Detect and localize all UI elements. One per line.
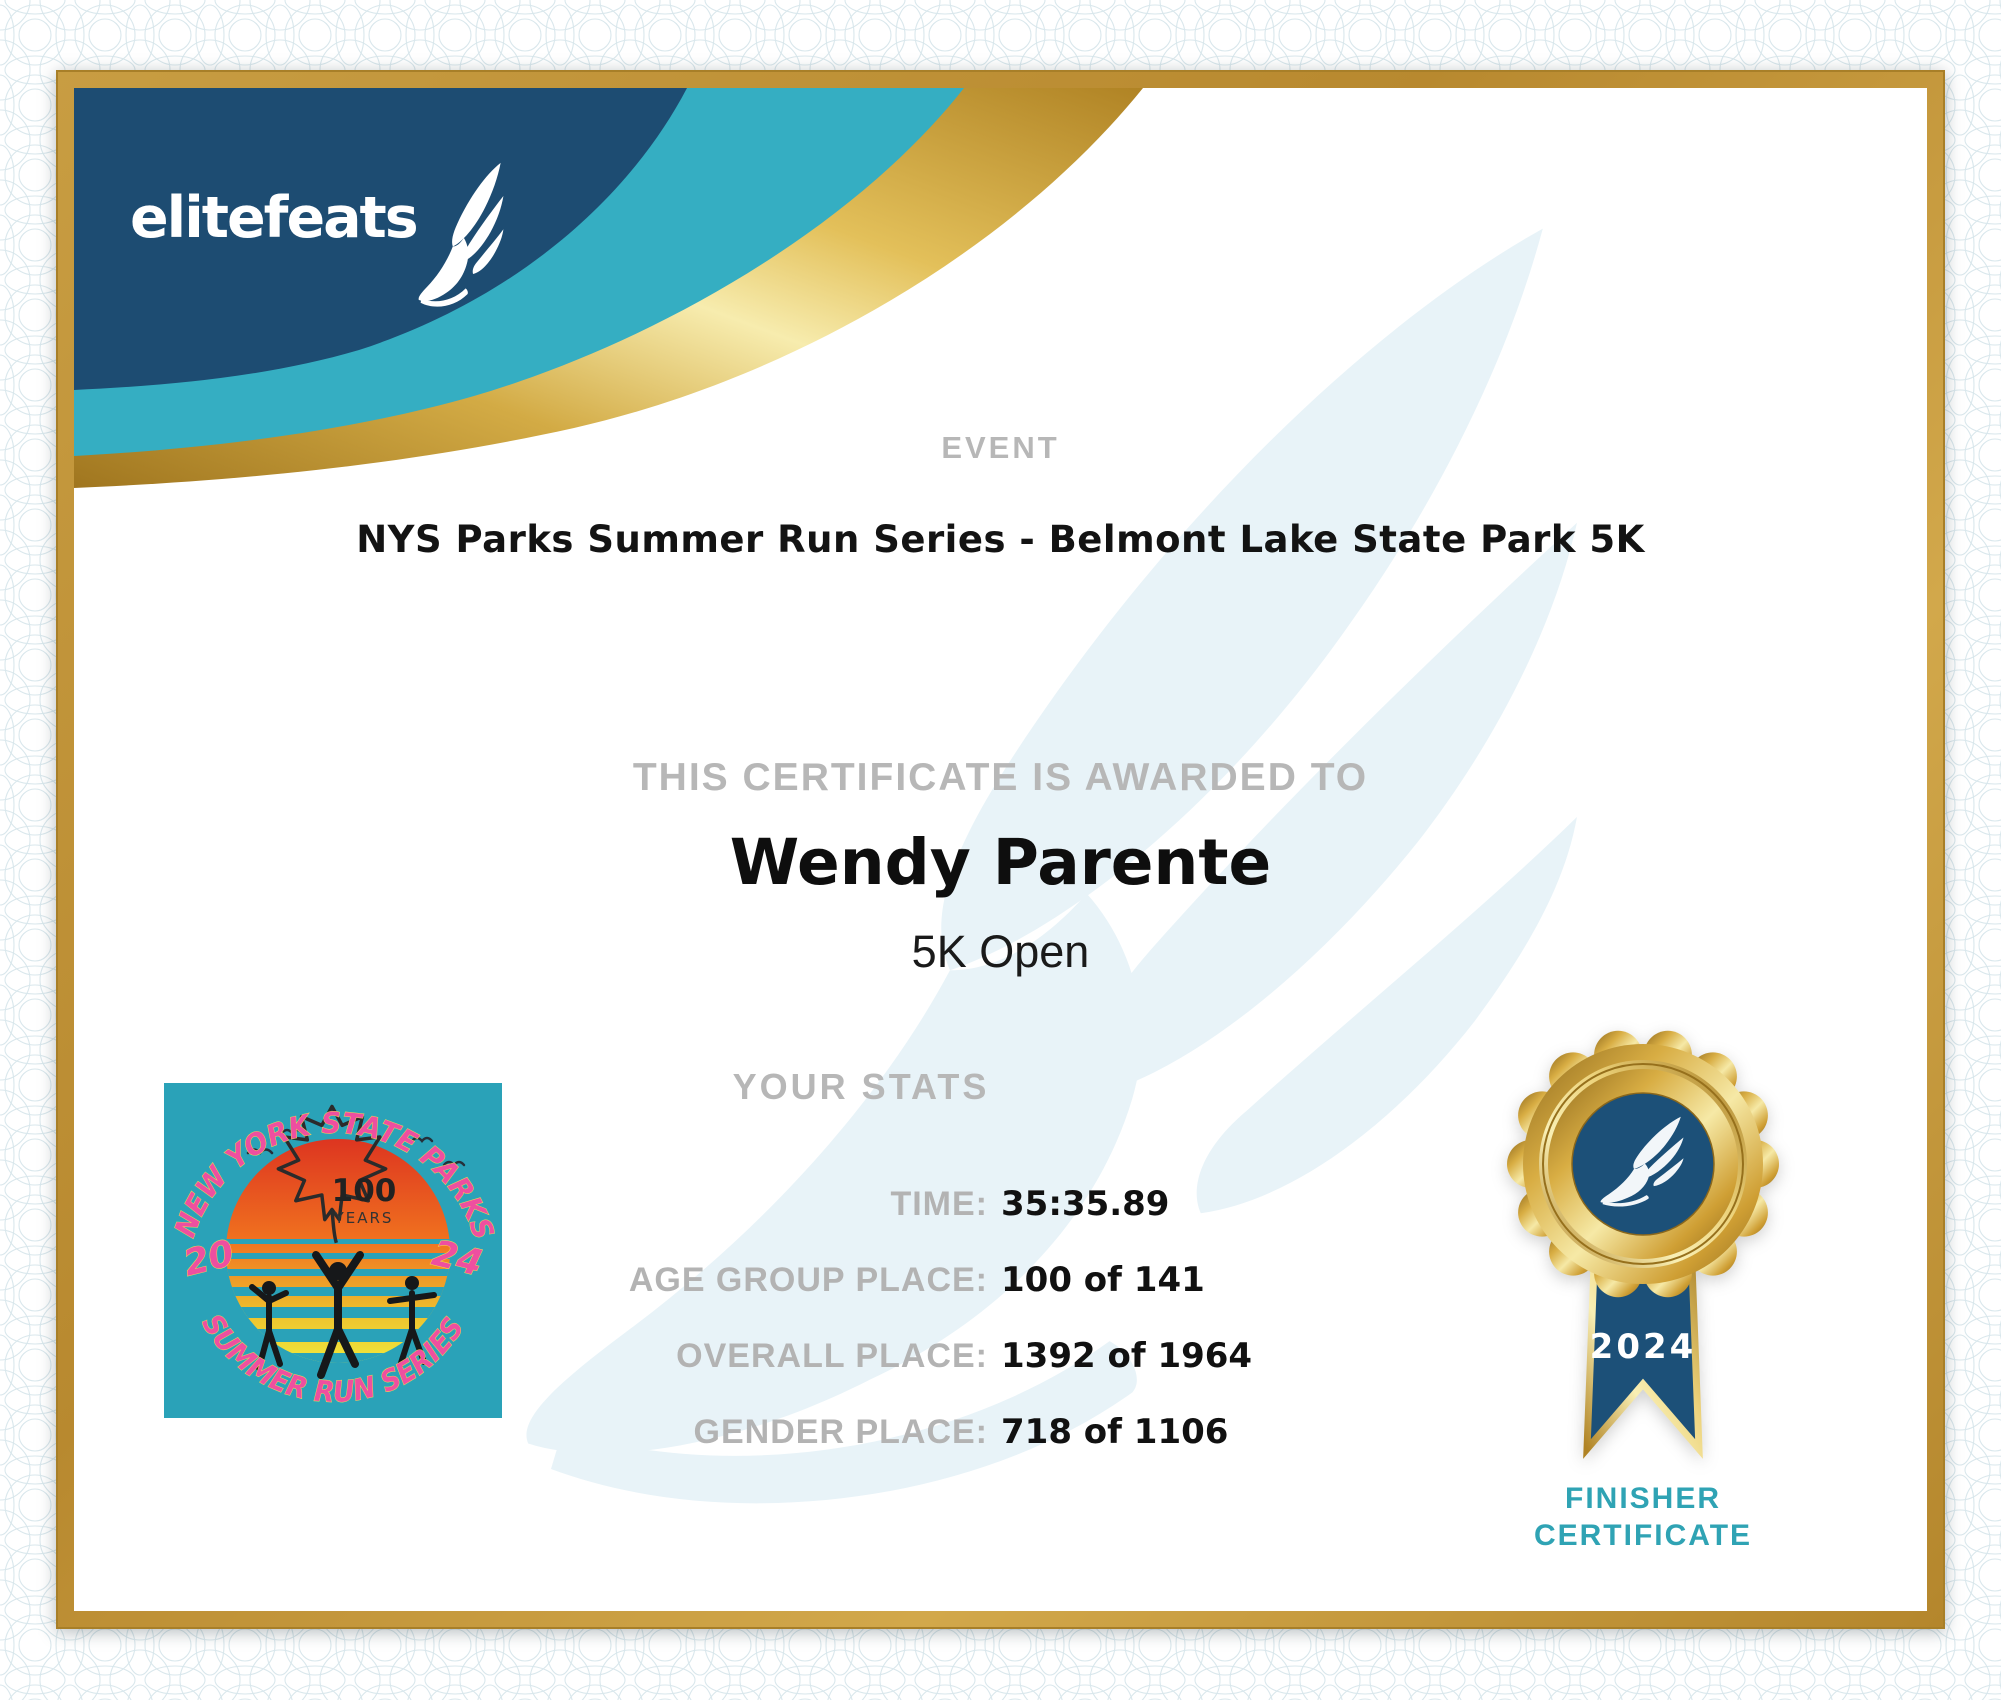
- stat-value: 718 of 1106: [1001, 1412, 1229, 1452]
- stat-value: 1392 of 1964: [1001, 1336, 1253, 1376]
- centennial-word: YEARS: [334, 1209, 394, 1227]
- recipient-name: Wendy Parente: [729, 826, 1272, 899]
- stat-label: AGE GROUP PLACE:: [628, 1261, 988, 1299]
- finisher-caption: [1534, 1480, 1752, 1554]
- series-logo: [164, 1083, 502, 1418]
- medal-year: 2024: [1589, 1327, 1697, 1367]
- your-stats-label: YOUR STATS: [732, 1066, 990, 1107]
- event-label: EVENT: [941, 430, 1060, 465]
- series-logo-arc-bottom: SUMMER RUN SERIES: [195, 1308, 472, 1410]
- division-name: 5K Open: [911, 926, 1090, 977]
- centennial-number: 100: [331, 1173, 397, 1209]
- year-right: 24: [427, 1232, 487, 1285]
- series-logo-arc-top: NEW YORK STATE PARKS: [167, 1105, 502, 1245]
- stat-value: 35:35.89: [1001, 1184, 1170, 1224]
- stat-label: TIME:: [890, 1185, 988, 1223]
- stat-label: OVERALL PLACE:: [676, 1337, 988, 1375]
- finisher-medal: [1503, 1024, 1783, 1494]
- stat-label: GENDER PLACE:: [693, 1413, 988, 1451]
- finisher-caption-line1: FINISHER: [1564, 1482, 1722, 1515]
- finisher-caption-line2: CERTIFICATE: [1533, 1519, 1753, 1552]
- stat-value: 100 of 141: [1001, 1260, 1205, 1300]
- event-name: NYS Parks Summer Run Series - Belmont Lake State Park 5K: [356, 518, 1645, 561]
- year-left: 20: [179, 1232, 239, 1285]
- gold-frame: [56, 70, 1945, 1629]
- awarded-to-label: THIS CERTIFICATE IS AWARDED TO: [632, 756, 1369, 799]
- brand-winged-foot-icon: [416, 160, 508, 310]
- brand-logo-text: elitefeats: [130, 185, 417, 251]
- certificate-body: [74, 88, 1927, 1611]
